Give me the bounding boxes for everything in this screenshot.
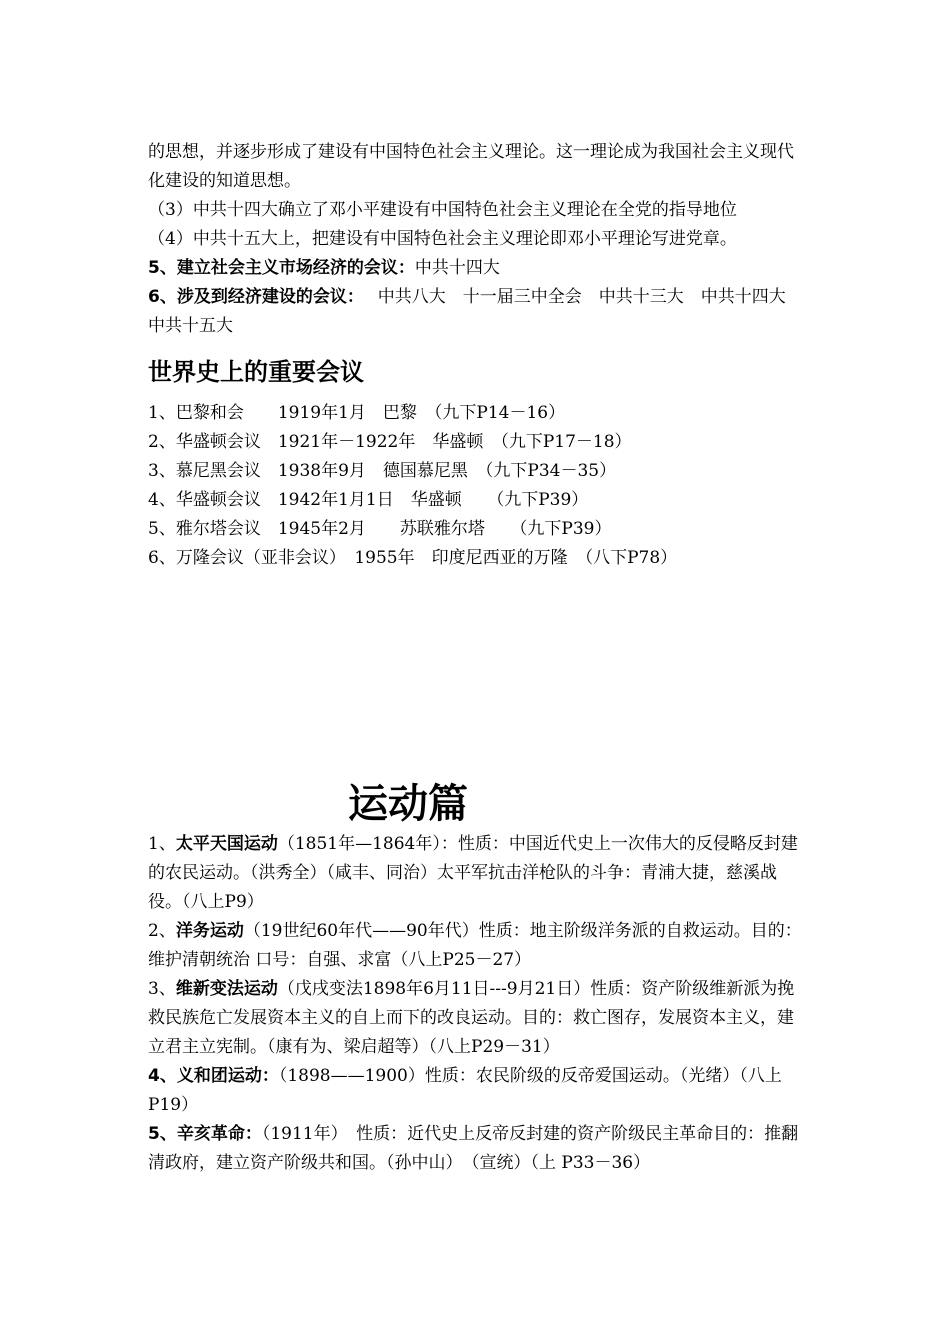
- intro-paragraph: 的思想，并逐步形成了建设有中国特色社会主义理论。这一理论成为我国社会主义现代化建设的知道思想。: [148, 142, 794, 191]
- movement-text: （1911年） 性质：近代史上反帝反封建的资产阶级民主革命目的：推翻清政府，建立资产阶级共和国。（孙中山） （宣统）（上 P33－36）: [148, 1124, 799, 1173]
- movement-text: （戊戌变法1898年6月11日---9月21日）性质：资产阶级维新派为挽救民族危亡发展资本主义的自上而下的改良运动。目的：救亡图存，发展资本主义，建立君主立宪制。（康有为、梁启超等）（八上P29－31）: [148, 979, 795, 1057]
- movement-number: 5、: [148, 1124, 177, 1144]
- movement-item-2: [148, 917, 808, 975]
- intro-item-5-value: 中共十四大: [414, 258, 500, 278]
- intro-item-4: （4）中共十五大上，把建设有中国特色社会主义理论即邓小平理论写进党章。: [148, 229, 737, 249]
- intro-item-5-label: 5、建立社会主义市场经济的会议：: [148, 258, 415, 278]
- movement-text: （19世纪60年代——90年代）性质：地主阶级洋务派的自救运动。目的：维护清朝统治 口号：自强、求富（八上P25－27）: [148, 921, 802, 970]
- world-meeting-item: 6、万隆会议（亚非会议） 1955年 印度尼西亚的万隆 （八下P78）: [148, 548, 678, 568]
- world-meeting-item: 1、巴黎和会 1919年1月 巴黎 （九下P14－16）: [148, 403, 566, 423]
- movement-title: 太平天国运动: [175, 834, 278, 854]
- movement-item-1: [148, 830, 808, 917]
- movement-title: 义和团运动：: [176, 1066, 279, 1086]
- world-meeting-item: 5、雅尔塔会议 1945年2月 苏联雅尔塔 （九下P39）: [148, 519, 612, 539]
- movement-title: 维新变法运动: [175, 979, 278, 999]
- world-meeting-item: 4、华盛顿会议 1942年1月1日 华盛顿 （九下P39）: [148, 490, 589, 510]
- movement-number: 1、: [148, 834, 176, 854]
- movement-number: 2、: [148, 921, 176, 941]
- movement-item-5: [148, 1120, 808, 1178]
- world-meeting-item: 2、华盛顿会议 1921年－1922年 华盛顿 （九下P17－18）: [148, 432, 632, 452]
- movement-text: （1851年—1864年）：性质：中国近代史上一次伟大的反侵略反封建的农民运动。（洪秀全）（咸丰、同治）太平军抗击洋枪队的斗争：青浦大捷，慈溪战役。（八上P9）: [148, 834, 798, 912]
- intro-item-3: （3）中共十四大确立了邓小平建设有中国特色社会主义理论在全党的指导地位: [148, 200, 737, 220]
- movement-title: 辛亥革命：: [176, 1124, 262, 1144]
- intro-item-6: [148, 283, 808, 341]
- document-page: [148, 138, 808, 1173]
- intro-item-6-value: 中共八大 十一届三中全会 中共十三大 中共十四大 中共十五大: [148, 287, 803, 336]
- world-meetings-heading: 世界史上的重要会议: [148, 358, 364, 386]
- movement-number: 4、: [148, 1066, 177, 1086]
- movement-title: 洋务运动: [175, 921, 244, 941]
- movements-section: [148, 830, 808, 1178]
- world-meeting-item: 3、慕尼黑会议 1938年9月 德国慕尼黑 （九下P34－35）: [148, 461, 617, 481]
- movement-item-3: [148, 975, 808, 1062]
- intro-item-5: [148, 254, 808, 283]
- movement-text: （1898——1900）性质：农民阶级的反帝爱国运动。（光绪）（八上P19）: [148, 1066, 782, 1115]
- intro-item-6-label: 6、涉及到经济建设的会议：: [148, 287, 356, 307]
- movements-heading: 运动篇: [348, 781, 468, 827]
- movement-number: 3、: [148, 979, 176, 999]
- movement-item-4: [148, 1062, 808, 1120]
